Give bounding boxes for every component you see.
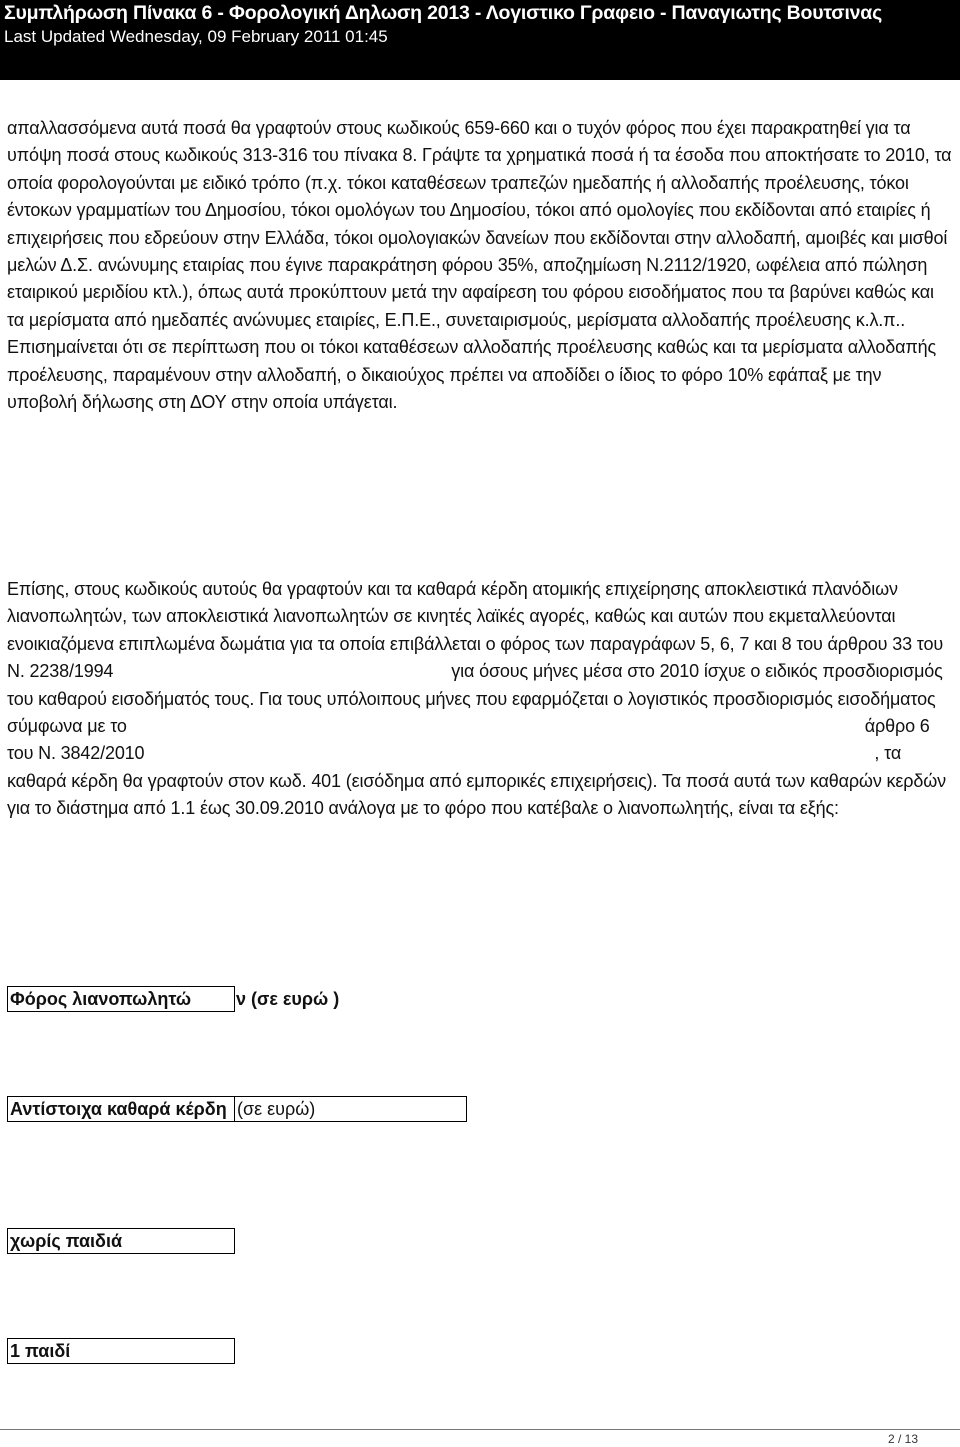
- row-label-one-child: 1 παιδί: [10, 1341, 71, 1361]
- table-row-no-children: [7, 1228, 235, 1254]
- table-header-profit-unit-cell: [234, 1096, 467, 1122]
- table-header-profit-right: (σε ευρώ): [237, 1099, 316, 1119]
- table-header-tax-right: ν (σε ευρώ ): [236, 989, 340, 1009]
- table-row-one-child: [7, 1338, 235, 1364]
- page-number: 2 / 13: [887, 1432, 918, 1446]
- paragraph-street-vendors: [7, 576, 952, 823]
- page-header: [0, 0, 960, 80]
- table-header-profit: [7, 1096, 235, 1122]
- last-updated: Last Updated Wednesday, 09 February 2011 01:45: [4, 27, 388, 46]
- paragraph-part-2: για όσους μήνες μέσα στο 2010 ίσχυε ο ειδικός προσδιορισμός του καθαρού εισοδήματός τους. Για τους υπόλοιπους μήνες που εφαρμόζεται ο λογιστικός προσδιορισμός εισοδήματος σύμφωνα με το: [7, 661, 943, 737]
- table-header-tax: [7, 986, 235, 1012]
- law-reference: άρθρο 6 του Ν. 3842/2010: [7, 716, 930, 764]
- row-label-no-children: χωρίς παιδιά: [10, 1231, 123, 1251]
- page-title: Συμπλήρωση Πίνακα 6 - Φορολογική Δηλωση 2013 - Λογιστικο Γραφειο - Παναγιωτης Βουτσινας: [4, 2, 883, 24]
- paragraph-part-4: , τα καθαρά κέρδη θα γραφτούν στον κωδ. 401 (εισόδημα από εμπορικές επιχειρήσεις). Τα ποσά αυτά των καθαρών κερδών για το διάστημα από 1.1 έως 30.09.2010 ανάλογα με το φόρο που κατέβαλε ο λιανοπωλητής, είναι τα εξής:: [7, 743, 946, 819]
- paragraph-special-taxation: απαλλασσόμενα αυτά ποσά θα γραφτούν στους κωδικούς 659-660 και ο τυχόν φόρος που έχει παρακρατηθεί για τα υπόψη ποσά στους κωδικούς 313-316 του πίνακα 8. Γράψτε τα χρηματικά ποσά ή τα έσοδα που αποκτήσατε το 2010, τα οποία φορολογούνται με ειδικό τρόπο (π.χ. τόκοι καταθέσεων τραπεζών ημεδαπής ή αλλοδαπής προέλευσης, τόκοι έντοκων γραμματίων του Δημοσίου, τόκοι ομολόγων του Δημοσίου, τόκοι από ομολογίες που εκδίδονται από εταιρίες ή επιχειρήσεις που εδρεύουν στην Ελλάδα, τόκοι ομολογιακών δανείων που εκδίδονται στην αλλοδαπή, αμοιβές και μισθοί μελών Δ.Σ. ανώνυμης εταιρίας που έγινε παρακράτηση φόρου 35%, αποζημίωση Ν.2112/1920, ωφέλεια από πώληση εταιρικού μεριδίου κτλ.), όπως αυτά προκύπτουν μετά την αφαίρεση του φόρου εισοδήματος που τα βαρύνει καθώς και τα μερίσματα από ημεδαπές ανώνυμες εταιρίες, Ε.Π.Ε., συνεταιρισμούς, μερίσματα αλλοδαπής προέλευσης κ.λ.π.. Επισημαίνεται ότι σε περίπτωση που οι τόκοι καταθέσεων αλλοδαπής προέλευσης καθώς και τα μερίσματα αλλοδαπής προέλευσης, παραμένουν στην αλλοδαπή, ο δικαιούχος πρέπει να αποδίδει ο ίδιος το φόρο 10% εφάπαξ με την υποβολή δήλωσης στη ΔΟΥ στην οποία υπάγεται.: [7, 118, 952, 413]
- table-header-tax-left: Φόρος λιανοπωλητώ: [10, 989, 192, 1009]
- footer-divider: [0, 1429, 960, 1430]
- table-header-profit-left: Αντίστοιχα καθαρά κέρδη: [10, 1099, 227, 1119]
- paragraph-part-1: Επίσης, στους κωδικούς αυτούς θα γραφτούν και τα καθαρά κέρδη ατομικής επιχείρησης αποκλειστικά πλανόδιων λιανοπωλητών, των αποκλειστικά λιανοπωλητών σε κινητές λαϊκές αγορές, καθώς και αυτών που εκμεταλλεύονται ενοικιαζόμενα επιπλωμένα δωμάτια για τα οποία επιβάλλεται ο φόρος των παραγράφων 5, 6, 7 και 8 του άρθρου 33 του Ν. 2238/1994: [7, 579, 944, 682]
